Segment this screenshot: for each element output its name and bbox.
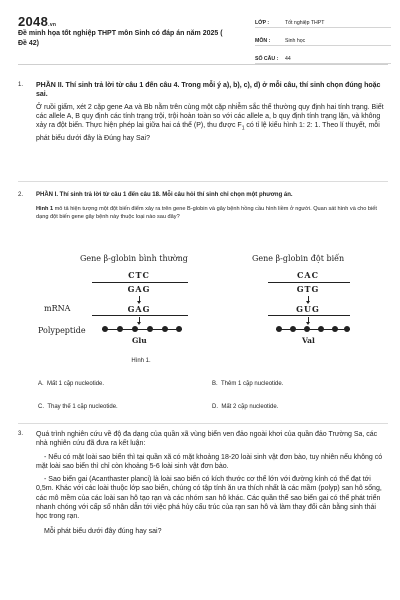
amino-acid-dot xyxy=(117,326,123,332)
mutant-amino-acid: Val xyxy=(302,336,315,345)
option-c[interactable]: C. Thay thế 1 cặp nucleotide. xyxy=(38,404,118,410)
meta-subject: MÔN : Sinh học xyxy=(255,33,391,46)
amino-acid-dot xyxy=(162,326,168,332)
normal-polypeptide-chain xyxy=(102,326,182,334)
exam-meta xyxy=(255,15,391,69)
amino-acid-dot xyxy=(176,326,182,332)
amino-acid-dot xyxy=(344,326,350,332)
question-divider xyxy=(18,181,388,182)
question-text: Ở ruồi giấm, xét 2 cặp gene Aa và Bb nằm trên cùng một cặp nhiễm sắc thể thường quy định hai tính trạng. Biết các allele A, B quy định các tính trạng trội, trội hoàn toàn so với các allele a, b quy định tính trạng lặn, và không xảy ra đột biến. Thực hiện phép lai giữa hai cá thể (P), thu được $F_1$ có tỉ lệ kiểu hình 1: 2: 1. Theo lí thuyết, mỗi phát biểu dưới đây là Đúng hay Sai? xyxy=(36,103,384,142)
site-logo[interactable]: 2048.vn xyxy=(18,14,57,29)
normal-mrna-codon: GAG xyxy=(127,304,151,314)
arrow-icon xyxy=(308,296,309,301)
amino-acid-dot xyxy=(332,326,338,332)
mutant-mrna-line xyxy=(268,315,350,316)
mutant-template-codon: CAC xyxy=(297,270,319,280)
mutant-gene-title: Gene β-globin đột biến xyxy=(252,254,345,263)
mutant-polypeptide-chain xyxy=(276,326,350,334)
amino-acid-dot xyxy=(102,326,108,332)
page-header xyxy=(18,12,388,62)
exam-title: Đề minh họa tốt nghiệp THPT môn Sinh có đáp án năm 2025 ( Đề 42) xyxy=(18,30,223,47)
header-divider xyxy=(18,64,388,65)
mutant-mrna-codon: GUG xyxy=(296,304,320,314)
amino-acid-dot xyxy=(304,326,310,332)
option-d[interactable]: D. Mất 2 cặp nucleotide. xyxy=(212,404,279,410)
question-number: 2. xyxy=(18,192,24,198)
polypeptide-label: Polypeptide xyxy=(38,326,86,335)
normal-gene-title: Gene β-globin bình thường xyxy=(80,254,188,263)
question-heading: PHẦN II. Thí sinh trả lời từ câu 1 đến câu 4. Trong mỗi ý a), b), c), d) ở mỗi câu, thí sinh chọn đúng hoặc sai. xyxy=(36,82,381,99)
option-a[interactable]: A. Mất 1 cặp nucleotide. xyxy=(38,381,105,387)
arrow-icon xyxy=(308,317,309,322)
question-number: 3. xyxy=(18,431,24,437)
normal-mrna-line xyxy=(92,315,188,316)
amino-acid-dot xyxy=(147,326,153,332)
amino-acid-dot xyxy=(276,326,282,332)
question-1 xyxy=(18,81,388,143)
normal-coding-codon: GAG xyxy=(127,284,151,294)
meta-question-count: SỐ CÂU : 44 xyxy=(255,51,391,64)
mutation-figure xyxy=(36,246,376,371)
amino-acid-dot xyxy=(290,326,296,332)
question-intro: Quá trình nghiên cứu về độ đa dạng của quần xã vùng biển ven đảo ngoài khơi của quần đảo Trường Sa, các nhà nghiên cứu đã đưa ra kết luận: xyxy=(36,431,378,448)
mutant-dna-line xyxy=(268,282,350,283)
normal-dna-line xyxy=(92,282,188,283)
question-number: 1. xyxy=(18,82,24,88)
question-prompt: Mỗi phát biểu dưới đây đúng hay sai? xyxy=(44,527,162,535)
question-3 xyxy=(18,430,388,536)
question-paragraph-2: - Sao biển gai (Acanthaster planci) là loài sao biển có kích thước cơ thể lớn với đường kính có thể đạt tới 0,5m. Khác với các loài thuộc lớp sao biển, chúng có tập tính ăn ưa thích nhất là các mầm (polyp) san hô sống, các mô mềm của các loài san hô tạo rạn và các nhóm san hô khác. Các quần thể sao biển gai có thể phát triển nhanh chóng với cấp số nhân dẫn tới việc phá hủy cấu trúc của rạn san hô và làm thay đổi cân bằng sinh thái học trong rạn. xyxy=(36,476,382,521)
arrow-icon xyxy=(139,317,140,322)
figure-caption: Hình 1. xyxy=(131,358,151,364)
mutant-coding-codon: GTG xyxy=(296,284,320,294)
normal-amino-acid: Glu xyxy=(132,336,147,345)
option-b[interactable]: B. Thêm 1 cặp nucleotide. xyxy=(212,381,284,387)
normal-template-codon: CTC xyxy=(128,270,150,280)
question-divider xyxy=(18,423,388,424)
question-paragraph-1: - Nếu có mặt loài sao biển thì tại quần xã có mặt khoảng 18-20 loài sinh vật đơn bào, tuy nhiên nếu không có mặt loài sao biển thì chỉ còn khoảng 5-6 loài sinh vật đơn bào. xyxy=(36,453,383,470)
amino-acid-dot xyxy=(132,326,138,332)
arrow-icon xyxy=(139,296,140,301)
amino-acid-dot xyxy=(318,326,324,332)
mrna-label: mRNA xyxy=(44,304,71,313)
question-text: Hình 1 mô tả hiện tượng một đột biến điểm xảy ra trên gene B-globin và gây bệnh hồng cầu hình liềm ở người. Quan sát hình và cho biết dạng đột biến gene gây bệnh này thuộc loại nào sau đây? xyxy=(36,206,377,221)
question-heading: PHẦN I. Thí sinh trả lời từ câu 1 đến câu 18. Mỗi câu hỏi thí sinh chỉ chọn một phương án. xyxy=(36,192,293,198)
meta-class: LỚP : Tốt nghiệp THPT xyxy=(255,15,391,28)
question-2 xyxy=(18,191,388,221)
